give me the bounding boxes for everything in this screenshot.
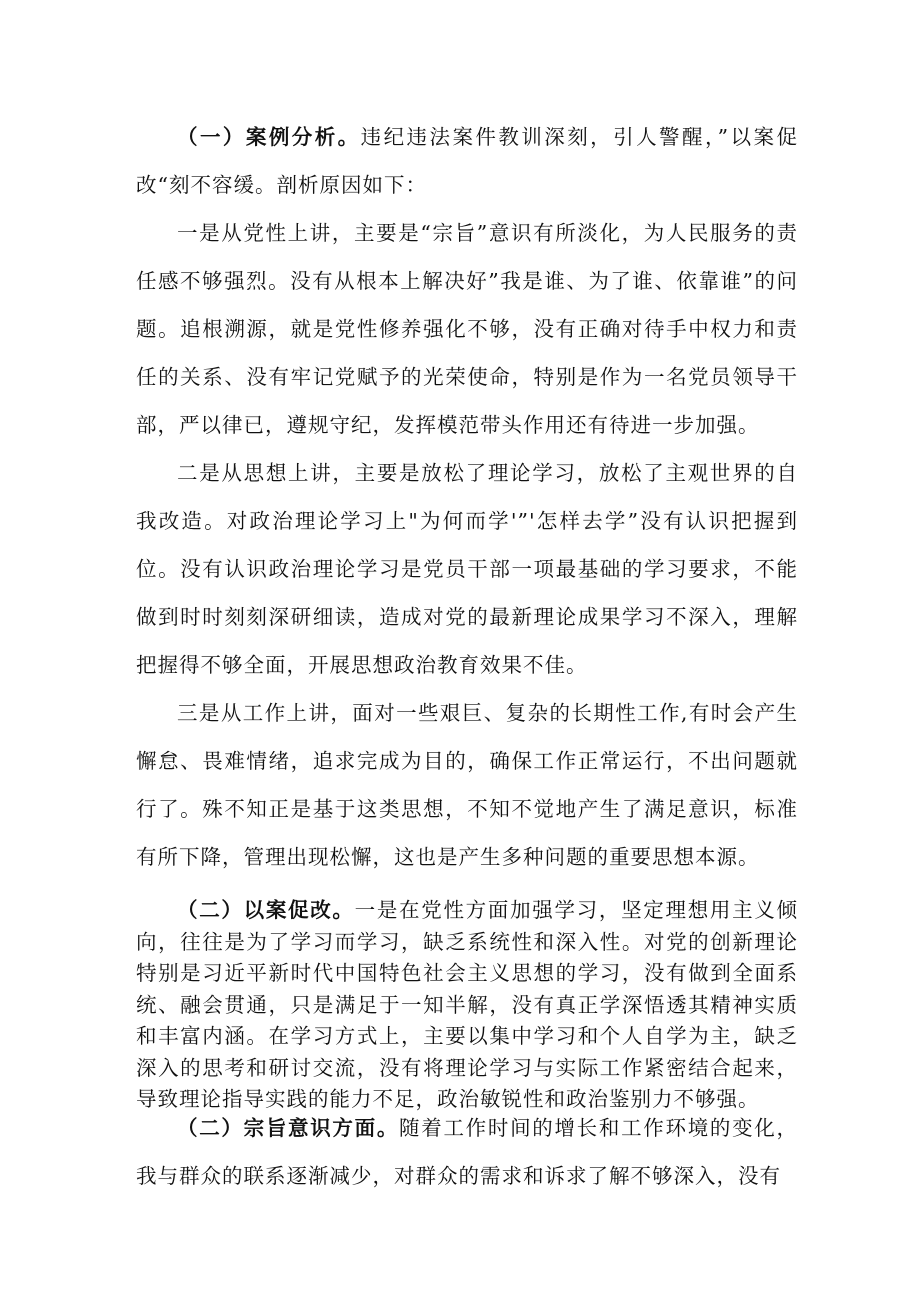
paragraph-reform-by-case	[136, 895, 798, 1116]
paragraph-thinking	[136, 449, 798, 689]
paragraph-text: 随着工作时间的增长和工作环境的变化，我与群众的联系逐渐减少，对群众的需求和诉求了解不够深入，没有	[136, 1116, 799, 1188]
heading-purpose-awareness: （二）宗旨意识方面。	[177, 1116, 400, 1140]
paragraph-work	[136, 689, 798, 881]
paragraph-text: 一是在党性方面加强学习，坚定理想用主义倾向，往往是为了学习而学习，缺乏系统性和深入性。对党的创新理论特别是习近平新时代中国特色社会主义思想的学习，没有做到全面系统、融会贯通，只是满足于一知半解，没有真正学深悟透其精神实质和丰富内涵。在学习方式上，主要以集中学习和个人自学为主，缺乏深入的思考和研讨交流，没有将理论学习与实际工作紧密结合起来，导致理论指导实践的能力不足，政治敏锐性和政治鉴别力不够强。	[136, 898, 799, 1111]
paragraph-case-analysis	[136, 113, 798, 209]
paragraph-text: 二是从思想上讲，主要是放松了理论学习，放松了主观世界的自我改造。对政治理论学习上"为何而学'”'怎样去学”没有认识把握到位。没有认识政治理论学习是党员干部一项最基础的学习要求，不能做到时时刻刻深研细读，造成对党的最新理论成果学习不深入，理解把握得不够全面，开展思想政治教育效果不佳。	[136, 461, 798, 677]
heading-reform-by-case: （二）以案促改。	[177, 898, 355, 922]
paragraph-party-spirit	[136, 209, 798, 449]
paragraph-text: 违纪违法案件教训深刻，引人警醒，”以案促改“刻不容缓。剖析原因如下：	[136, 125, 799, 197]
paragraph-purpose-awareness	[136, 1104, 798, 1200]
paragraph-text: 三是从工作上讲，面对一些艰巨、复杂的长期性工作,有时会产生懈怠、畏难情绪，追求完成为目的，确保工作正常运行，不出问题就行了。殊不知正是基于这类思想，不知不觉地产生了满足意识，标准有所下降，管理出现松懈，这也是产生多种问题的重要思想本源。	[136, 701, 798, 869]
heading-case-analysis: （一）案例分析。	[177, 125, 361, 149]
paragraph-text: 一是从党性上讲，主要是“宗旨”意识有所淡化，为人民服务的责任感不够强烈。没有从根本上解决好”我是谁、为了谁、依靠谁”的问题。追根溯源，就是党性修养强化不够，没有正确对待手中权力和责任的关系、没有牢记党赋予的光荣使命，特别是作为一名党员领导干部，严以律已，遵规守纪，发挥模范带头作用还有待进一步加强。	[136, 221, 798, 437]
